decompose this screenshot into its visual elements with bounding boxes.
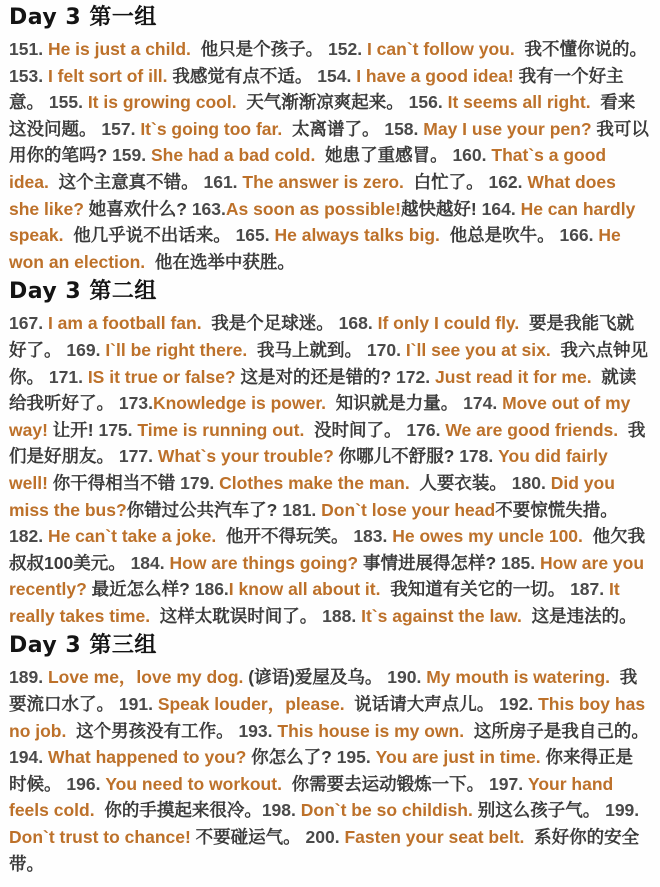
item-chinese: 他在选举中获胜。 bbox=[145, 251, 295, 272]
item-chinese: 你哪儿不舒服? bbox=[333, 446, 460, 467]
item-number: 190. bbox=[387, 667, 427, 688]
item-english: Don`t be so childish. bbox=[300, 800, 473, 821]
item-chinese: 没时间了。 bbox=[304, 419, 407, 440]
item-chinese: 说话请大声点儿。 bbox=[344, 694, 500, 715]
item-number: 158. bbox=[384, 118, 424, 139]
item-number: 151. bbox=[9, 39, 48, 59]
item-chinese: 让开! bbox=[47, 419, 99, 440]
item-english: Don`t lose your head bbox=[321, 499, 496, 520]
item-english: IS it true or false? bbox=[87, 366, 236, 387]
item-chinese: 他总是吹牛。 bbox=[439, 225, 560, 246]
item-english: I felt sort of ill. bbox=[47, 65, 168, 86]
item-number: 182. bbox=[9, 526, 48, 547]
item-english: It`s going too far. bbox=[140, 118, 283, 139]
item-chinese: 你错过公共汽车了? bbox=[126, 499, 283, 520]
item-english: How are you recently? bbox=[9, 552, 649, 600]
item-english: That`s a good idea. bbox=[9, 145, 611, 192]
section-text bbox=[9, 36, 650, 275]
item-number: 176. bbox=[406, 419, 446, 440]
item-english: Love me，love my dog. bbox=[47, 667, 244, 688]
item-chinese: 她喜欢什么? bbox=[83, 198, 192, 219]
item-number: 159. bbox=[112, 145, 151, 166]
item-number: 177. bbox=[118, 446, 158, 467]
item-english: Don`t trust to chance! bbox=[9, 827, 191, 848]
item-number: 157. bbox=[101, 118, 141, 139]
item-chinese: 这是违法的。 bbox=[521, 605, 637, 626]
item-english: He owes my uncle 100. bbox=[392, 526, 583, 547]
item-number: 197. bbox=[489, 773, 528, 794]
section-group-1 bbox=[9, 5, 650, 275]
item-number: 173. bbox=[118, 393, 153, 414]
item-chinese: 我感觉有点不适。 bbox=[167, 65, 318, 86]
section-group-2 bbox=[9, 279, 650, 629]
item-number: 153. bbox=[9, 65, 48, 86]
item-chinese: 你需要去运动锻炼一下。 bbox=[281, 773, 490, 794]
item-english: What does she like? bbox=[9, 171, 621, 219]
item-chinese: 天气渐渐凉爽起来。 bbox=[236, 92, 409, 113]
item-chinese: 就读给我听好了。 bbox=[9, 366, 637, 414]
item-english: You did fairly well! bbox=[9, 446, 613, 493]
item-number: 195. bbox=[336, 747, 376, 768]
item-chinese: 白忙了。 bbox=[403, 171, 489, 192]
section-title: Day 3 第一组 bbox=[9, 5, 157, 30]
item-number: 163. bbox=[191, 198, 226, 219]
item-english: I have a good idea! bbox=[356, 65, 514, 86]
item-chinese: 她患了重感冒。 bbox=[315, 145, 453, 166]
item-english: You are just in time. bbox=[375, 747, 541, 768]
item-english: How are things going? bbox=[169, 552, 359, 573]
item-english: It seems all right. bbox=[447, 92, 591, 113]
item-number: 167. bbox=[9, 313, 48, 334]
item-number: 165. bbox=[235, 225, 275, 246]
item-english: Clothes make the man. bbox=[219, 472, 410, 493]
item-number: 179. bbox=[180, 472, 220, 493]
item-english: This boy has no job. bbox=[9, 694, 650, 741]
item-chinese: 我不懂你说的。 bbox=[514, 39, 652, 59]
item-english: Your hand feels cold. bbox=[9, 773, 619, 821]
item-chinese: 我马上就到。 bbox=[247, 339, 367, 360]
item-english: He is just a child. bbox=[47, 39, 191, 59]
item-number: 181. bbox=[282, 499, 322, 520]
item-english: Did you miss the bus? bbox=[9, 472, 620, 520]
item-chinese: (谚语)爱屋及乌。 bbox=[243, 667, 388, 688]
item-english: It is growing cool. bbox=[87, 92, 237, 113]
item-chinese: 这个主意真不错。 bbox=[48, 171, 204, 192]
section-text bbox=[9, 664, 654, 877]
item-chinese: 知识就是力量。 bbox=[326, 393, 464, 414]
item-chinese: 太离谱了。 bbox=[282, 118, 385, 139]
item-chinese: 我有一个好主意。 bbox=[9, 65, 624, 113]
item-chinese: 人要衣装。 bbox=[409, 472, 512, 493]
item-number: 161. bbox=[203, 171, 243, 192]
section-title: Day 3 第三组 bbox=[9, 633, 157, 659]
item-english: We are good friends. bbox=[445, 419, 619, 440]
item-chinese: 我要流口水了。 bbox=[9, 667, 638, 715]
item-english: I can`t follow you. bbox=[366, 39, 515, 59]
item-number: 191. bbox=[118, 694, 158, 715]
item-chinese: 这样太耽误时间了。 bbox=[150, 605, 323, 626]
item-english: What happened to you? bbox=[47, 747, 247, 768]
item-chinese: 他几乎说不出话来。 bbox=[63, 225, 236, 246]
item-chinese: 别这么孩子气。 bbox=[472, 800, 606, 821]
item-number: 168. bbox=[338, 313, 378, 334]
item-chinese: 不要碰运气。 bbox=[190, 827, 306, 848]
item-english: You need to workout. bbox=[105, 773, 282, 794]
item-number: 193. bbox=[238, 720, 278, 741]
item-english: May I use your pen? bbox=[423, 118, 592, 139]
item-number: 180. bbox=[511, 472, 551, 493]
item-number: 185. bbox=[501, 552, 540, 573]
item-number: 172. bbox=[396, 366, 435, 387]
item-english: She had a bad cold. bbox=[151, 145, 316, 166]
item-chinese: 不要惊慌失措。 bbox=[495, 499, 623, 520]
item-number: 155. bbox=[48, 92, 88, 113]
item-number: 156. bbox=[408, 92, 448, 113]
item-number: 154. bbox=[317, 65, 357, 86]
item-chinese: 我可以用你的笔吗? bbox=[9, 118, 649, 166]
item-english: The answer is zero. bbox=[242, 171, 404, 192]
item-english: It really takes time. bbox=[9, 579, 625, 626]
item-chinese: 我是个足球迷。 bbox=[201, 313, 339, 334]
item-number: 194. bbox=[9, 747, 48, 768]
item-number: 183. bbox=[353, 526, 393, 547]
item-chinese: 要是我能飞就好了。 bbox=[9, 313, 634, 360]
item-english: Just read it for me. bbox=[434, 366, 592, 387]
item-number: 170. bbox=[366, 339, 406, 360]
item-english: Speak louder，please. bbox=[157, 694, 345, 715]
item-english: As soon as possible! bbox=[225, 198, 401, 219]
item-chinese: 他欠我叔叔100美元。 bbox=[9, 526, 646, 573]
item-english: If only I could fly. bbox=[377, 313, 520, 334]
item-chinese: 我知道有关它的一切。 bbox=[380, 579, 571, 600]
item-chinese: 看来这没问题。 bbox=[9, 92, 636, 139]
item-english: My mouth is watering. bbox=[426, 667, 611, 688]
item-number: 175. bbox=[98, 419, 138, 440]
item-number: 164. bbox=[481, 198, 521, 219]
item-chinese: 他只是个孩子。 bbox=[190, 39, 328, 59]
item-number: 186. bbox=[194, 579, 229, 600]
item-english: He always talks big. bbox=[274, 225, 440, 246]
item-english: Move out of my way! bbox=[9, 393, 636, 440]
section-text bbox=[9, 310, 650, 629]
item-number: 174. bbox=[463, 393, 503, 414]
item-number: 162. bbox=[488, 171, 528, 192]
item-english: I know all about it. bbox=[228, 579, 381, 600]
section-group-3 bbox=[9, 633, 654, 877]
item-chinese: 我们是好朋友。 bbox=[9, 419, 646, 467]
item-number: 188. bbox=[322, 605, 362, 626]
item-english: He can`t take a joke. bbox=[47, 526, 217, 547]
item-chinese: 这个男孩没有工作。 bbox=[66, 720, 239, 741]
item-chinese: 越快越好! bbox=[400, 198, 482, 219]
item-number: 189. bbox=[9, 667, 48, 688]
item-english: Fasten your seat belt. bbox=[344, 827, 525, 848]
item-chinese: 这所房子是我自己的。 bbox=[464, 720, 654, 741]
item-chinese: 他开不得玩笑。 bbox=[216, 526, 354, 547]
item-number: 200. bbox=[305, 827, 345, 848]
item-chinese: 你怎么了? bbox=[246, 747, 337, 768]
item-chinese: 你的手摸起来很冷。 bbox=[94, 800, 262, 821]
item-chinese: 你来得正是时候。 bbox=[9, 747, 633, 794]
item-number: 171. bbox=[48, 366, 88, 387]
item-chinese: 事情进展得怎样? bbox=[358, 552, 502, 573]
item-chinese: 我六点钟见你。 bbox=[9, 339, 648, 387]
item-chinese: 系好你的安全带。 bbox=[9, 827, 640, 874]
item-number: 192. bbox=[499, 694, 539, 715]
item-number: 198. bbox=[261, 800, 301, 821]
item-english: Knowledge is power. bbox=[152, 393, 327, 414]
item-english: This house is my own. bbox=[277, 720, 465, 741]
item-number: 199. bbox=[605, 800, 645, 821]
item-number: 178. bbox=[459, 446, 499, 467]
item-number: 160. bbox=[452, 145, 492, 166]
item-english: I`ll see you at six. bbox=[405, 339, 551, 360]
item-number: 169. bbox=[66, 339, 106, 360]
item-chinese: 这是对的还是错的? bbox=[235, 366, 397, 387]
item-english: He won an election. bbox=[9, 225, 626, 272]
item-number: 152. bbox=[328, 39, 367, 59]
item-chinese: 最近怎么样? bbox=[86, 579, 195, 600]
item-number: 166. bbox=[559, 225, 599, 246]
item-english: I am a football fan. bbox=[47, 313, 202, 334]
item-number: 196. bbox=[66, 773, 106, 794]
item-english: It`s against the law. bbox=[361, 605, 522, 626]
item-english: What`s your trouble? bbox=[157, 446, 334, 467]
item-english: Time is running out. bbox=[137, 419, 305, 440]
item-english: He can hardly speak. bbox=[9, 198, 641, 246]
item-number: 187. bbox=[570, 579, 610, 600]
item-chinese: 你干得相当不错 bbox=[47, 472, 181, 493]
item-english: I`ll be right there. bbox=[105, 339, 248, 360]
item-number: 184. bbox=[130, 552, 170, 573]
section-title: Day 3 第二组 bbox=[9, 279, 157, 305]
